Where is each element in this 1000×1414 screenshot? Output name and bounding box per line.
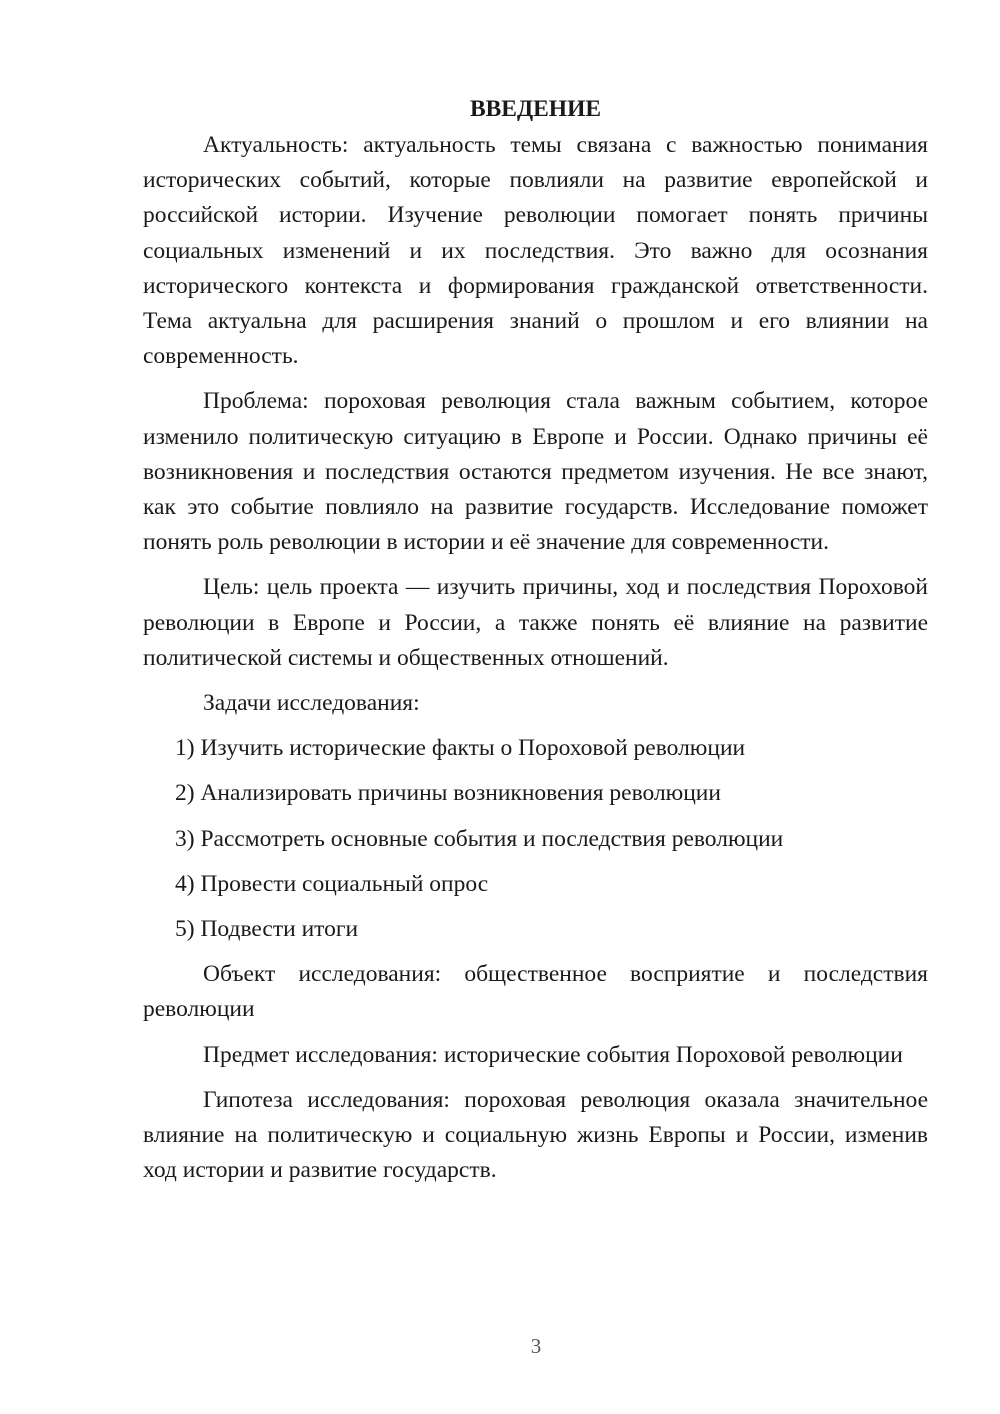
page-content — [143, 92, 928, 1198]
tasks-list — [143, 731, 928, 947]
goal-paragraph: Цель: цель проекта — изучить причины, ход и последствия Пороховой революции в Европе и России, а также понять её влияние на развитие политической системы и общественных отношений. — [143, 574, 928, 671]
list-item: 4) Провести социальный опрос — [175, 870, 489, 897]
problem-paragraph: Проблема: пороховая революция стала важным событием, которое изменило политическую ситуацию в Европе и России. Однако причины её возникновения и последствия остаются предметом изучения. Не все знают, как это событие повлияло на развитие государств. Исследование поможет понять роль революции в истории и её значение для современности. — [143, 388, 928, 556]
list-item: 3) Рассмотреть основные события и последствия революции — [175, 825, 784, 852]
tasks-heading: Задачи исследования: — [203, 690, 420, 717]
list-item: 5) Подвести итоги — [175, 916, 359, 943]
hypothesis-paragraph: Гипотеза исследования: пороховая революция оказала значительное влияние на политическую и социальную жизнь Европы и России, изменив ход истории и развитие государств. — [143, 1086, 928, 1184]
page-number: 3 — [530, 1334, 542, 1358]
relevance-paragraph: Актуальность: актуальность темы связана с важностью понимания исторических событий, которые повлияли на развитие европейской и российской истории. Изучение революции помогает понять причины социальных изменений и их последствия. Это важно для осознания исторического контекста и формирования гражданской ответственности. Тема актуальна для расширения знаний о прошлом и его влиянии на современность. — [143, 132, 928, 370]
object-paragraph: Объект исследования: общественное восприятие и последствия революции — [143, 961, 928, 1023]
list-item: 2) Анализировать причины возникновения революции — [175, 780, 721, 807]
section-title: ВВЕДЕНИЕ — [469, 96, 602, 122]
subject-paragraph: Предмет исследования: исторические события Пороховой революции — [203, 1041, 903, 1068]
list-item: 1) Изучить исторические факты о Пороховой революции — [175, 735, 746, 762]
